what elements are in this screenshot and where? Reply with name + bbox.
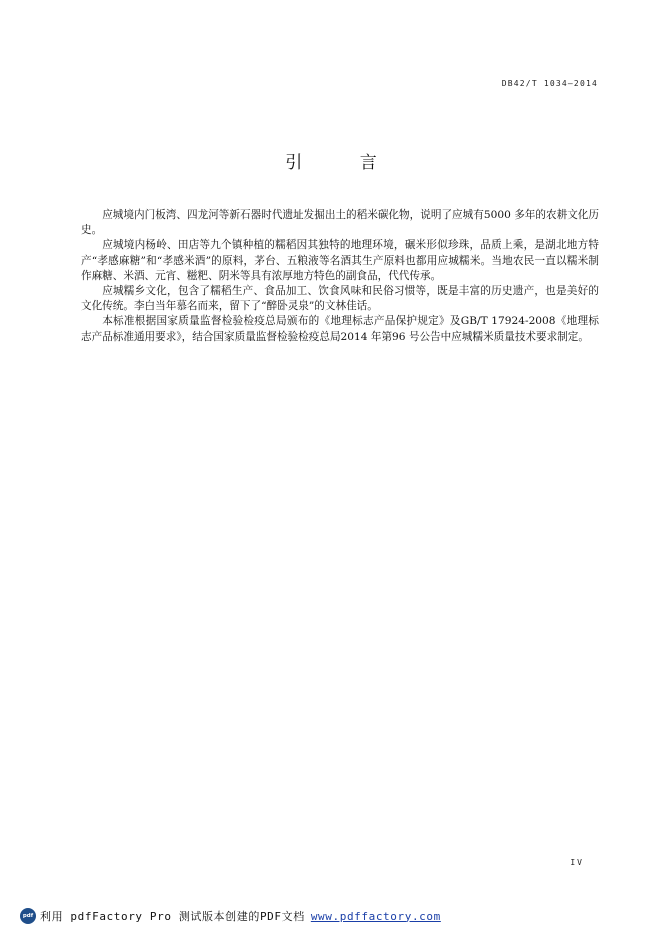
paragraph-culture: 应城糯乡文化，包含了糯稻生产、食品加工、饮食风味和民俗习惯等，既是丰富的历史遗产，也是美好的文化传统。李白当年慕名而来，留下了“醉卧灵泉”的文林佳话。 (81, 285, 599, 313)
section-title: 引 言 (285, 153, 403, 173)
page-number: IV (570, 858, 584, 867)
pdffactory-logo-icon: pdf (20, 908, 36, 924)
pdf-watermark (20, 907, 441, 925)
paragraph-history: 应城境内门板湾、四龙河等新石器时代遗址发掘出土的稻米碳化物，说明了应城有5000 多年的农耕文化历史。 (81, 209, 599, 237)
introduction-body (81, 208, 599, 345)
watermark-text: 利用 pdfFactory Pro 测试版本创建的PDF文档 (40, 910, 305, 923)
standard-code: DB42/T 1034—2014 (501, 79, 598, 88)
paragraph-basis: 本标准根据国家质量监督检验检疫总局颁布的《地理标志产品保护规定》及GB/T 17924-2008《地理标志产品标准通用要求》，结合国家质量监督检验检疫总局2014 年第96 号公告中应城糯米质量技术要求制定。 (81, 315, 599, 343)
watermark-link[interactable]: www.pdffactory.com (310, 909, 441, 923)
paragraph-origin: 应城境内杨岭、田店等九个镇种植的糯稻因其独特的地理环境，碾米形似珍珠，品质上乘，是湖北地方特产“孝感麻糖”和“孝感米酒”的原料，茅台、五粮液等名酒其生产原料也都用应城糯米。当地农民一直以糯米制作麻糖、米酒、元宵、糍粑、阴米等具有浓厚地方特色的副食品，代代传承。 (81, 239, 599, 282)
